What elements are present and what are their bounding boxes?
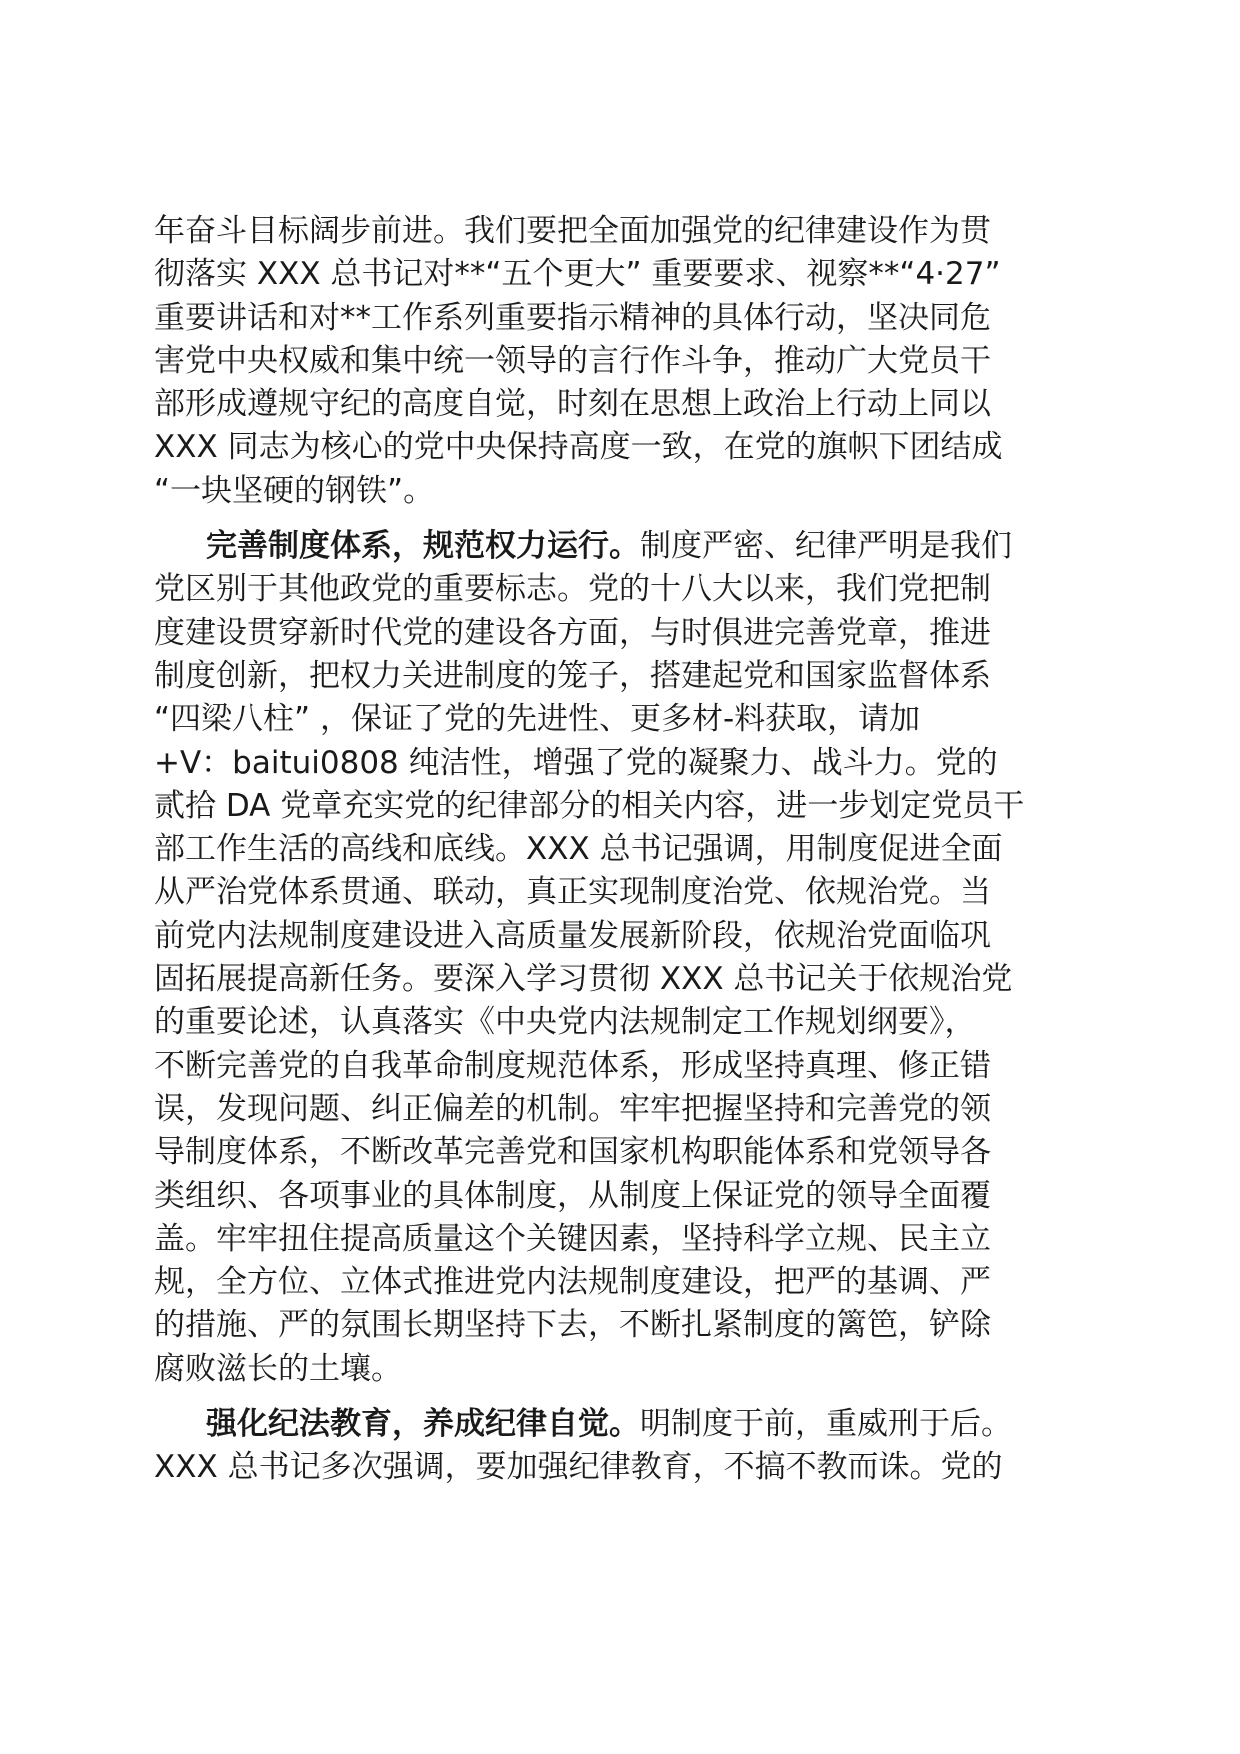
paragraph-heading: 完善制度体系，规范权力运行。 <box>206 528 640 565</box>
text-line: 从严治党体系贯通、联动，真正实现制度治党、依规治党。当 <box>154 874 991 911</box>
text-line: 重要讲话和对**工作系列重要指示精神的具体行动，坚决同危 <box>154 299 991 336</box>
paragraph-heading: 强化纪法教育，养成纪律自觉。 <box>206 1406 640 1443</box>
paragraph-first-line <box>154 1403 1088 1446</box>
text-line: 固拓展提高新任务。要深入学习贯彻 XXX 总书记关于依规治党 <box>154 961 1013 998</box>
text-line: 不断完善党的自我革命制度规范体系，形成坚持真理、修正错 <box>154 1047 991 1084</box>
paragraph-first-line <box>154 525 1088 568</box>
paragraph-first-line-text: 制度严密、纪律严明是我们 <box>640 528 1012 565</box>
text-line: 前党内法规制度建设进入高质量发展新阶段，依规治党面临巩 <box>154 917 991 954</box>
text-line: 党区别于其他政党的重要标志。党的十八大以来，我们党把制 <box>154 571 991 608</box>
text-line: 部形成遵规守纪的高度自觉，时刻在思想上政治上行动上同以 <box>154 386 991 423</box>
text-line: 贰拾 DA 党章充实党的纪律部分的相关内容，进一步划定党员干 <box>154 787 1025 824</box>
text-line: 制度创新，把权力关进制度的笼子，搭建起党和国家监督体系 <box>154 657 991 694</box>
text-line: XXX 总书记多次强调，要加强纪律教育，不搞不教而诛。党的 <box>154 1449 1003 1486</box>
paragraph-spacing <box>154 1391 1088 1403</box>
text-line: “一块坚硬的钢铁”。 <box>154 472 435 509</box>
text-line: 害党中央权威和集中统一领导的言行作斗争，推动广大党员干 <box>154 342 991 379</box>
text-line: 的措施、严的氛围长期坚持下去，不断扎紧制度的篱笆，铲除 <box>154 1307 991 1344</box>
text-line: “四梁八柱” ，保证了党的先进性、更多材-料获取，请加 <box>154 701 921 738</box>
text-line: 规，全方位、立体式推进党内法规制度建设，把严的基调、严 <box>154 1264 991 1301</box>
text-line: XXX 同志为核心的党中央保持高度一致，在党的旗帜下团结成 <box>154 429 1003 466</box>
paragraph-1 <box>154 210 1088 513</box>
paragraph-2 <box>154 525 1088 1391</box>
text-line: 误，发现问题、纠正偏差的机制。牢牢把握坚持和完善党的领 <box>154 1090 991 1127</box>
text-line: 盖。牢牢扭住提高质量这个关键因素，坚持科学立规、民主立 <box>154 1220 991 1257</box>
paragraph-first-line-text: 明制度于前，重威刑于后。 <box>640 1406 1012 1443</box>
paragraph-3 <box>154 1403 1088 1490</box>
text-line: 部工作生活的高线和底线。XXX 总书记强调，用制度促进全面 <box>154 831 1003 868</box>
text-line: 腐败滋长的土壤。 <box>154 1350 402 1387</box>
paragraph-spacing <box>154 513 1088 525</box>
text-line: 的重要论述，认真落实《中央党内法规制定工作规划纲要》， <box>154 1004 976 1041</box>
text-line: 彻落实 XXX 总书记对**“五个更大” 重要要求、视察**“4·27” <box>154 256 1001 293</box>
document-body <box>154 210 1088 1490</box>
text-line: 类组织、各项事业的具体制度，从制度上保证党的领导全面覆 <box>154 1177 991 1214</box>
text-line: +V：baitui0808 纯洁性，增强了党的凝聚力、战斗力。党的 <box>154 744 998 781</box>
text-line: 导制度体系，不断改革完善党和国家机构职能体系和党领导各 <box>154 1134 991 1171</box>
text-line: 年奋斗目标阔步前进。我们要把全面加强党的纪律建设作为贯 <box>154 213 991 249</box>
text-line: 度建设贯穿新时代党的建设各方面，与时俱进完善党章，推进 <box>154 614 991 651</box>
